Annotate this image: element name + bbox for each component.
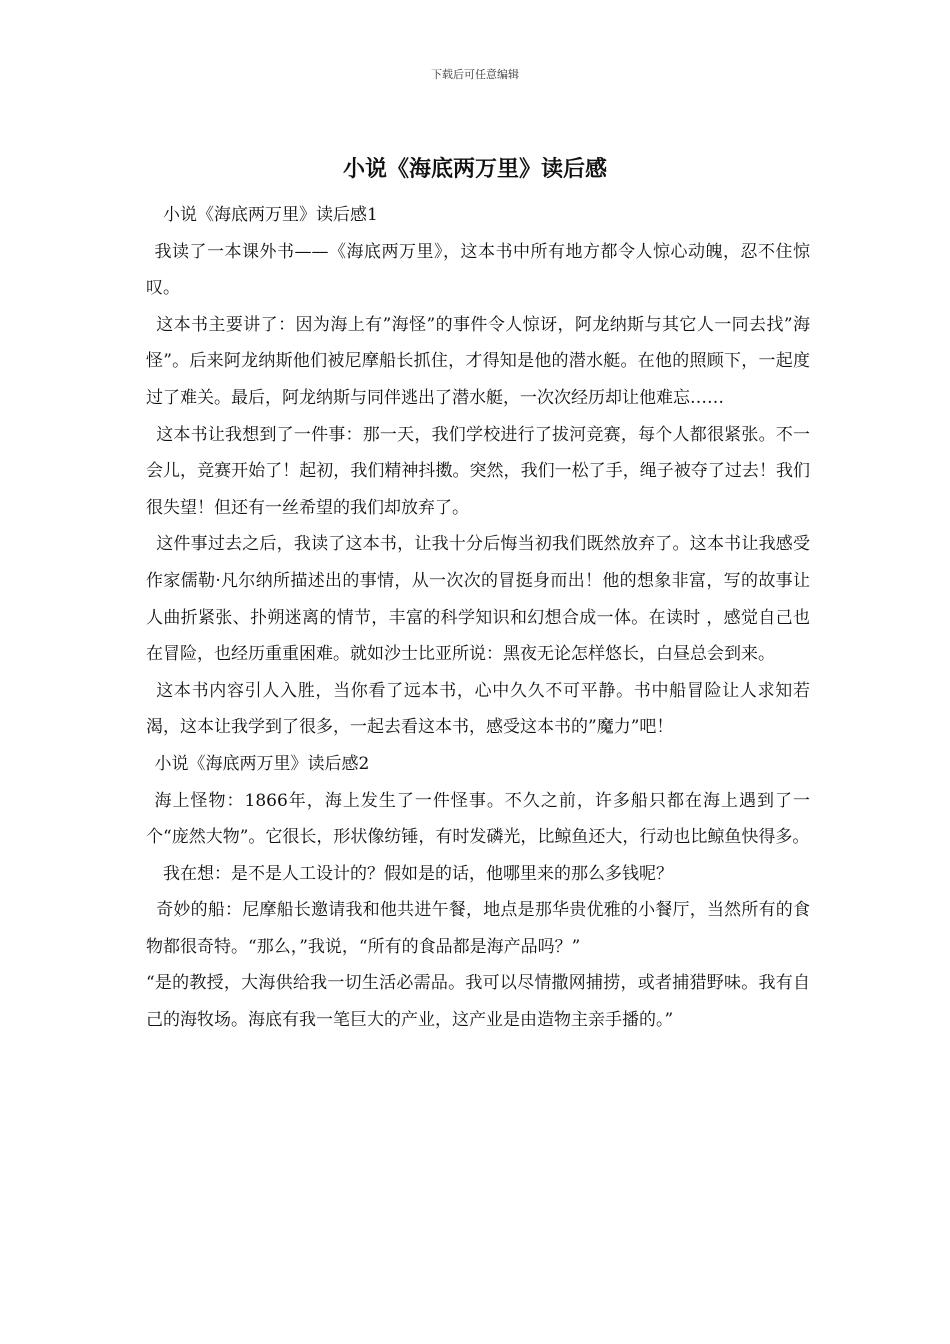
- document-body: [146, 197, 810, 1039]
- section-heading-1: 小说《海底两万里》读后感1: [163, 205, 378, 225]
- paragraph: 这本书内容引人入胜，当你看了远本书，心中久久不可平静。书中船冒险让人求知若渴，这本让我学到了很多，一起去看这本书，感受这本书的”魔力”吧！: [146, 680, 810, 738]
- paragraph: 这件事过去之后，我读了这本书，让我十分后悔当初我们既然放弃了。这本书让我感受作家儒勒·凡尔纳所描述出的事情，从一次次的冒挺身而出！他的想象非富，写的故事让人曲折紧张、扑朔迷离的情节，丰富的科学知识和幻想合成一体。在读时 ，感觉自己也在冒险，也经历重重困难。就如沙士比亚所说：黑夜无论怎样悠长，白昼总会到来。: [146, 534, 810, 665]
- section-heading-2: 小说《海底两万里》读后感2: [154, 753, 370, 774]
- document-title: 小说《海底两万里》读后感: [342, 156, 607, 182]
- header-note: 下载后可任意编辑: [431, 68, 519, 81]
- paragraph: 我读了一本课外书——《海底两万里》，这本书中所有地方都令人惊心动魄，忍不住惊叹。: [146, 241, 810, 299]
- paragraph: “是的教授，大海供给我一切生活必需品。我可以尽情撒网捕捞，或者捕猎野味。我有自己的海牧场。海底有我一笔巨大的产业，这产业是由造物主亲手播的。”: [146, 973, 810, 1031]
- paragraph: 这本书让我想到了一件事：那一天，我们学校进行了拔河竞赛，每个人都很紧张。不一会儿，竞赛开始了！起初，我们精神抖擞。突然，我们一松了手，绳子被夺了过去！我们很失望！但还有一丝希望的我们却放弃了。: [146, 424, 810, 518]
- paragraph: 我在想：是不是人工设计的？假如是的话，他哪里来的那么多钱呢？: [163, 863, 673, 884]
- paragraph: 这本书主要讲了：因为海上有”海怪”的事件令人惊讶，阿龙纳斯与其它人一同去找”海怪”。后来阿龙纳斯他们被尼摩船长抓住，才得知是他的潜水艇。在他的照顾下，一起度过了难关。最后，阿龙纳斯与同伴逃出了潜水艇，一次次经历却让他难忘……: [146, 314, 810, 408]
- paragraph: 奇妙的船：尼摩船长邀请我和他共进午餐，地点是那华贵优雅的小餐厅，当然所有的食物都很奇特。“那么，”我说，“所有的食品都是海产品吗？”: [146, 900, 810, 957]
- paragraph: 海上怪物：1866年，海上发生了一件怪事。不久之前，许多船只都在海上遇到了一个“庞然大物”。它很长，形状像纺锤，有时发磷光，比鲸鱼还大，行动也比鲸鱼快得多。: [146, 790, 810, 848]
